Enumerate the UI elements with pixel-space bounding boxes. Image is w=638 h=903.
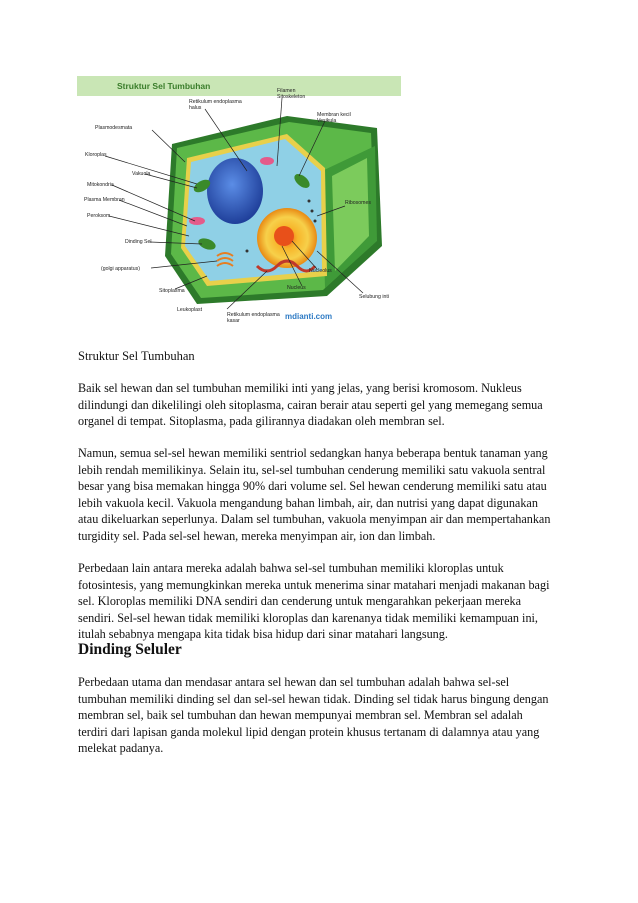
label-nucleus: Nucleus [287, 285, 306, 291]
ribosome [311, 210, 314, 213]
label-membran-kecil-1: Membran kecil [317, 112, 351, 118]
mitochondrion [260, 157, 274, 165]
label-re-kasar-2: kasar [227, 318, 240, 324]
label-dinding-sel: Dinding Sel [125, 239, 152, 245]
section-heading: Dinding Seluler [78, 641, 182, 658]
ribosome [314, 220, 317, 223]
label-ribosomes: Ribosomes [345, 200, 371, 206]
paragraph-2: Namun, semua sel-sel hewan memiliki sentriol sedangkan hanya beberapa bentuk tanaman yang lebih rendah memilikinya. Selain itu, sel-sel tumbuhan cenderung memiliki satu vakuola sentral besar yang bisa memakan hingga 90% dari volume sel. Sel hewan cenderung memiliki satu atau lebih vakuola kecil. Vakuola mengandung bahan limbah, air, dan nutrisi yang dapat digunakan atau dikeluarkan seperlunya. Dalam sel tumbuhan, vakuola menyimpan air dan mempertahankan turgidity sel. Pada sel-sel hewan, mereka menyimpan air, ion dan limbah. [78, 446, 551, 543]
label-plasma-membran: Plasma Membran [84, 197, 125, 203]
vacuole [207, 158, 263, 224]
nucleolus [274, 226, 294, 246]
label-filamen-2: Sitoskeleton [277, 94, 306, 100]
figure-watermark: mdianti.com [285, 312, 333, 321]
label-mitokondria: Mitokondria [87, 182, 114, 188]
label-sitoplasma: Sitoplasma [159, 288, 185, 294]
paragraph-3: Perbedaan lain antara mereka adalah bahwa sel-sel tumbuhan memiliki kloroplas untuk fotosintesis, yang memungkinkan mereka untuk menerima sinar matahari menjadi makanan bagi sel. Kloroplas memiliki DNA sendiri dan cenderung untuk mengarahkan pekerjaan mereka sendiri. Sel-sel hewan tidak memiliki kloroplas dan karenanya tidak memiliki kemampuan ini, itulah sebabnya mengapa kita tidak bisa hidup dari sinar matahari langsung. [78, 561, 550, 641]
label-re-halus-2: halus [189, 105, 202, 111]
label-nucleolus: Nucleolus [309, 268, 332, 274]
label-leukoplast: Leukoplast [177, 307, 203, 313]
ribosome [246, 250, 249, 253]
plant-cell-figure [77, 76, 401, 330]
mitochondrion [189, 217, 205, 225]
label-selubung-inti: Selubung inti [359, 294, 389, 300]
label-filamen-1: Filamen [277, 88, 296, 94]
label-kloroplas: Kloroplas [85, 152, 107, 158]
label-re-kasar-1: Retikulum endoplasma [227, 312, 280, 318]
plant-cell-diagram [77, 76, 401, 330]
figure-title: Struktur Sel Tumbuhan [117, 81, 211, 91]
label-plasmodesmata: Plasmodesmata [95, 125, 133, 131]
paragraph-4: Perbedaan utama dan mendasar antara sel hewan dan sel tumbuhan adalah bahwa sel-sel tumbuhan memiliki dinding sel dan sel-sel hewan tidak. Dinding sel tidak harus bingung dengan membran sel, baik sel tumbuhan dan hewan mempunyai membran sel. Membran sel adalah terdiri dari lapisan ganda molekul lipid dengan protein khusus tertanam di dalamnya atau yang melekat padanya. [78, 675, 549, 755]
label-re-halus-1: Retikulum endoplasma [189, 99, 242, 105]
label-vakuola: Vakuola [132, 171, 151, 177]
label-membran-kecil-2: Vesikula [317, 118, 337, 124]
paragraph-1: Baik sel hewan dan sel tumbuhan memiliki inti yang jelas, yang berisi kromosom. Nukleus dilindungi dan dikelilingi oleh sitoplasma, cairan berair atau seperti gel yang memegang semua organel di tempat. Sitoplasma, pada gilirannya diadakan oleh membran sel. [78, 381, 543, 428]
label-peroksom: Peroksom [87, 213, 111, 219]
ribosome [308, 200, 311, 203]
label-golgi: (golgi apparatus) [101, 266, 140, 272]
figure-caption: Struktur Sel Tumbuhan [78, 349, 195, 363]
